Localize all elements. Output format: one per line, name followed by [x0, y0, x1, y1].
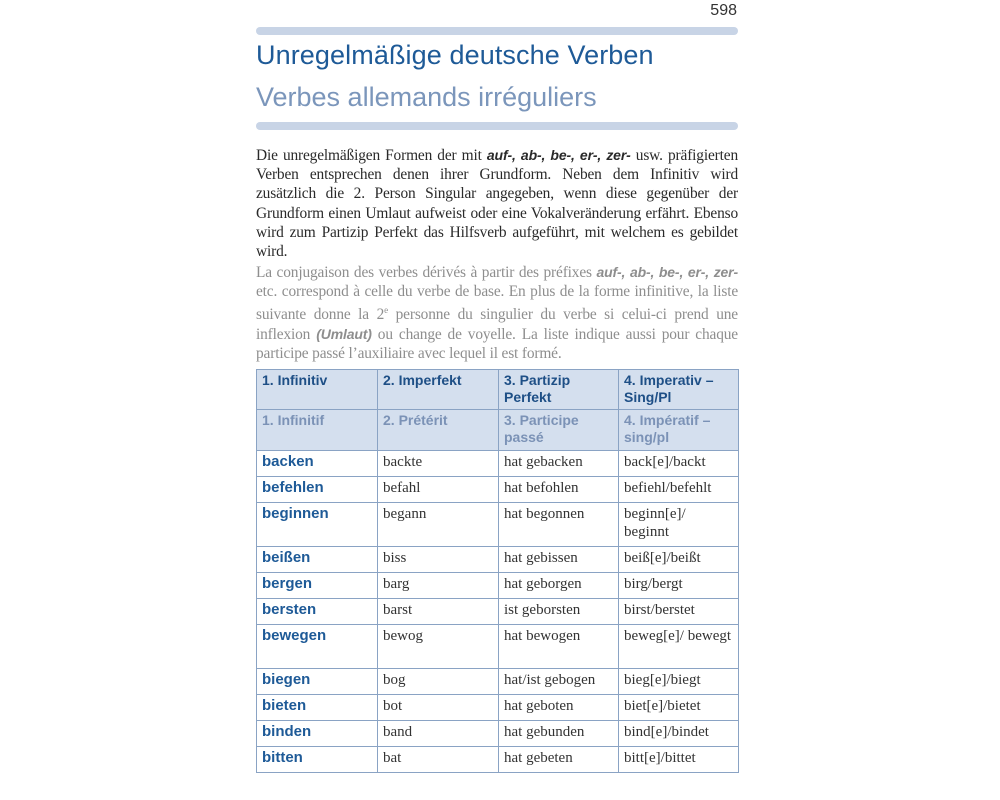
table-row: [257, 625, 739, 669]
title-german: Unregelmäßige deutsche Verben: [256, 40, 654, 70]
verb-imperative: beginn[e]/ beginnt: [619, 503, 739, 547]
verb-infinitive: befehlen: [257, 477, 378, 503]
verb-imperative: beiß[e]/beißt: [619, 547, 739, 573]
header-imperatif: 4. Impératif – sing/pl: [619, 410, 739, 451]
table-row: [257, 669, 739, 695]
verb-imperfect: bog: [378, 669, 499, 695]
verb-imperfect: biss: [378, 547, 499, 573]
verb-imperative: birg/bergt: [619, 573, 739, 599]
verb-infinitive: beißen: [257, 547, 378, 573]
intro-fr-text: La conjugaison des verbes dérivés à partir des préfixes: [256, 264, 597, 281]
verb-participle: hat/ist gebogen: [499, 669, 619, 695]
table-header-german: [257, 370, 739, 410]
table-row: [257, 721, 739, 747]
verb-imperfect: befahl: [378, 477, 499, 503]
intro-de-prefixes: auf-, ab-, be-, er-, zer-: [486, 147, 631, 163]
header-participe: 3. Participe passé: [499, 410, 619, 451]
verb-imperfect: bewog: [378, 625, 499, 669]
header-infinitif: 1. Infinitif: [257, 410, 378, 451]
verb-participle: hat gebacken: [499, 451, 619, 477]
title-french: Verbes allemands irréguliers: [256, 82, 597, 112]
intro-fr-umlaut: (Umlaut): [316, 325, 372, 342]
verb-participle: hat begonnen: [499, 503, 619, 547]
verb-imperative: back[e]/backt: [619, 451, 739, 477]
verb-infinitive: bieten: [257, 695, 378, 721]
verb-participle: hat bewogen: [499, 625, 619, 669]
header-partizip: 3. Partizip Perfekt: [499, 370, 619, 410]
header-rule-top: [256, 27, 738, 35]
verb-participle: hat geboten: [499, 695, 619, 721]
verb-imperative: biet[e]/bietet: [619, 695, 739, 721]
intro-fr-text-mid: etc. correspond à celle du verbe de base. En plus de la forme infinitive, la liste suivante donne la 2: [256, 283, 738, 324]
verb-imperfect: backte: [378, 451, 499, 477]
verb-imperfect: barg: [378, 573, 499, 599]
verb-imperative: bind[e]/bindet: [619, 721, 739, 747]
intro-fr-prefixes: auf-, ab-, be-, er-, zer-: [596, 264, 738, 280]
header-infinitiv: 1. Infinitiv: [257, 370, 378, 410]
verb-participle: hat gebunden: [499, 721, 619, 747]
verb-infinitive: bergen: [257, 573, 378, 599]
verb-imperative: beweg[e]/ bewegt: [619, 625, 739, 669]
verb-infinitive: backen: [257, 451, 378, 477]
irregular-verbs-table: [256, 369, 739, 773]
table-row: [257, 747, 739, 773]
intro-paragraph-german: [256, 146, 738, 261]
verb-participle: ist geborsten: [499, 599, 619, 625]
verb-infinitive: bersten: [257, 599, 378, 625]
table-header-french: [257, 410, 739, 451]
verb-infinitive: biegen: [257, 669, 378, 695]
table-row: [257, 547, 739, 573]
verb-participle: hat geborgen: [499, 573, 619, 599]
table-row: [257, 573, 739, 599]
page-number: 598: [710, 2, 737, 19]
verb-imperfect: begann: [378, 503, 499, 547]
table-row: [257, 503, 739, 547]
verb-infinitive: bitten: [257, 747, 378, 773]
intro-paragraph-french: [256, 263, 738, 363]
header-rule-bottom: [256, 122, 738, 130]
verb-participle: hat befohlen: [499, 477, 619, 503]
intro-fr-text-rest: ou change de voyelle. La liste indique aussi pour chaque participe passé l’auxiliaire avec lequel il est formé.: [256, 325, 738, 362]
verb-imperfect: bat: [378, 747, 499, 773]
header-imperativ: 4. Imperativ – Sing/Pl: [619, 370, 739, 410]
verb-imperative: birst/berstet: [619, 599, 739, 625]
verb-imperfect: band: [378, 721, 499, 747]
table-row: [257, 477, 739, 503]
verb-infinitive: binden: [257, 721, 378, 747]
verb-infinitive: beginnen: [257, 503, 378, 547]
intro-de-text-rest: usw. präfigierten Verben entsprechen denen ihrer Grundform. Neben dem Infinitiv wird zusätzlich die 2. Person Singular angegeben, wenn diese gegenüber der Grundform einen Umlaut aufweist oder eine Vokalveränderung erfährt. Ebenso wird zum Partizip Perfekt das Hilfsverb aufgeführt, mit welchem es gebildet wird.: [256, 147, 738, 261]
table-row: [257, 451, 739, 477]
verb-infinitive: bewegen: [257, 625, 378, 669]
intro-fr-superscript: e: [384, 305, 389, 316]
verb-participle: hat gebissen: [499, 547, 619, 573]
header-imperfekt: 2. Imperfekt: [378, 370, 499, 410]
table-row: [257, 695, 739, 721]
verb-imperative: bitt[e]/bittet: [619, 747, 739, 773]
verb-participle: hat gebeten: [499, 747, 619, 773]
verb-imperfect: barst: [378, 599, 499, 625]
verb-imperative: befiehl/befehlt: [619, 477, 739, 503]
header-preterit: 2. Prétérit: [378, 410, 499, 451]
verb-imperfect: bot: [378, 695, 499, 721]
intro-de-text: Die unregelmäßigen Formen der mit: [256, 147, 487, 164]
table-row: [257, 599, 739, 625]
intro-fr-text-mid2: personne du singulier du verbe si celui-ci prend une inflexion: [256, 306, 738, 343]
verb-imperative: bieg[e]/biegt: [619, 669, 739, 695]
